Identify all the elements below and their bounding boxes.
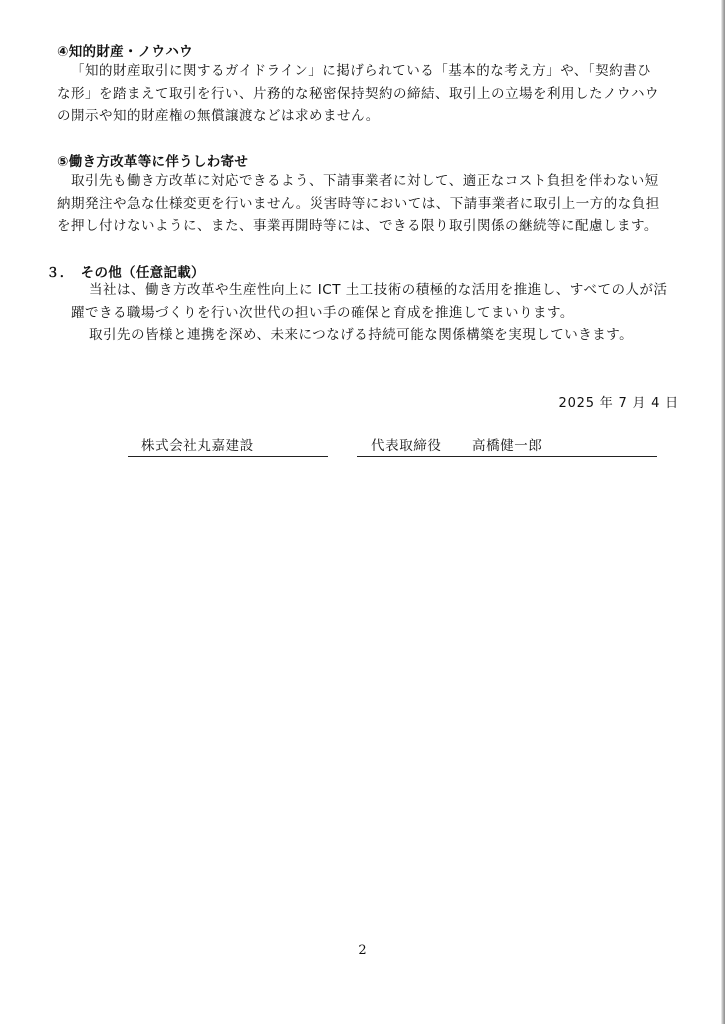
section-5-body — [57, 170, 660, 238]
section-4-line-2: な形」を踏まえて取引を行い、片務的な秘密保持契約の締結、取引上の立場を利用したノウハウ — [57, 85, 659, 102]
company-name: 株式会社丸嘉建設 — [141, 438, 254, 454]
representative-title: 代表取締役 — [371, 438, 442, 454]
page-number: 2 — [358, 943, 367, 958]
section-4-heading: ④知的財産・ノウハウ — [57, 44, 193, 60]
section-5-line-3: を押し付けないように、また、事業再開時等には、できる限り取引関係の継続等に配慮します。 — [57, 218, 658, 234]
representative-name: 高橋健一郎 — [472, 438, 543, 454]
section-4-body — [57, 60, 659, 128]
section-3-body — [71, 279, 667, 347]
section-5-heading: ⑤働き方改革等に伴うしわ寄せ — [57, 154, 249, 170]
section-3-line-2: 躍できる職場づくりを行い次世代の担い手の確保と育成を推進してまいります。 — [71, 304, 574, 321]
section-3-line-3: 取引先の皆様と連携を深め、未来につなげる持続可能な関係構築を実現していきます。 — [89, 327, 634, 343]
section-3-heading: ３． その他（任意記載） — [46, 265, 205, 281]
section-5-line-2: 納期発注や急な仕様変更を行いません。災害時等においては、下請事業者に取引上一方的な負担 — [57, 195, 660, 212]
company-signature-line — [128, 436, 328, 457]
section-4-line-1: 「知的財産取引に関するガイドライン」に掲げられている「基本的な考え方」や、「契約書ひ — [71, 63, 652, 79]
section-4-line-3: の開示や知的財産権の無償譲渡などは求めません。 — [57, 108, 380, 124]
document-date: 2025 年 7 月 4 日 — [558, 396, 679, 411]
representative-signature-line — [357, 436, 657, 457]
section-5-line-1: 取引先も働き方改革に対応できるよう、下請事業者に対して、適正なコスト負担を伴わない短 — [71, 173, 659, 189]
section-3-line-1: 当社は、働き方改革や生産性向上に ICT 土工技術の積極的な活用を推進し、すべての人が活 — [89, 282, 668, 298]
